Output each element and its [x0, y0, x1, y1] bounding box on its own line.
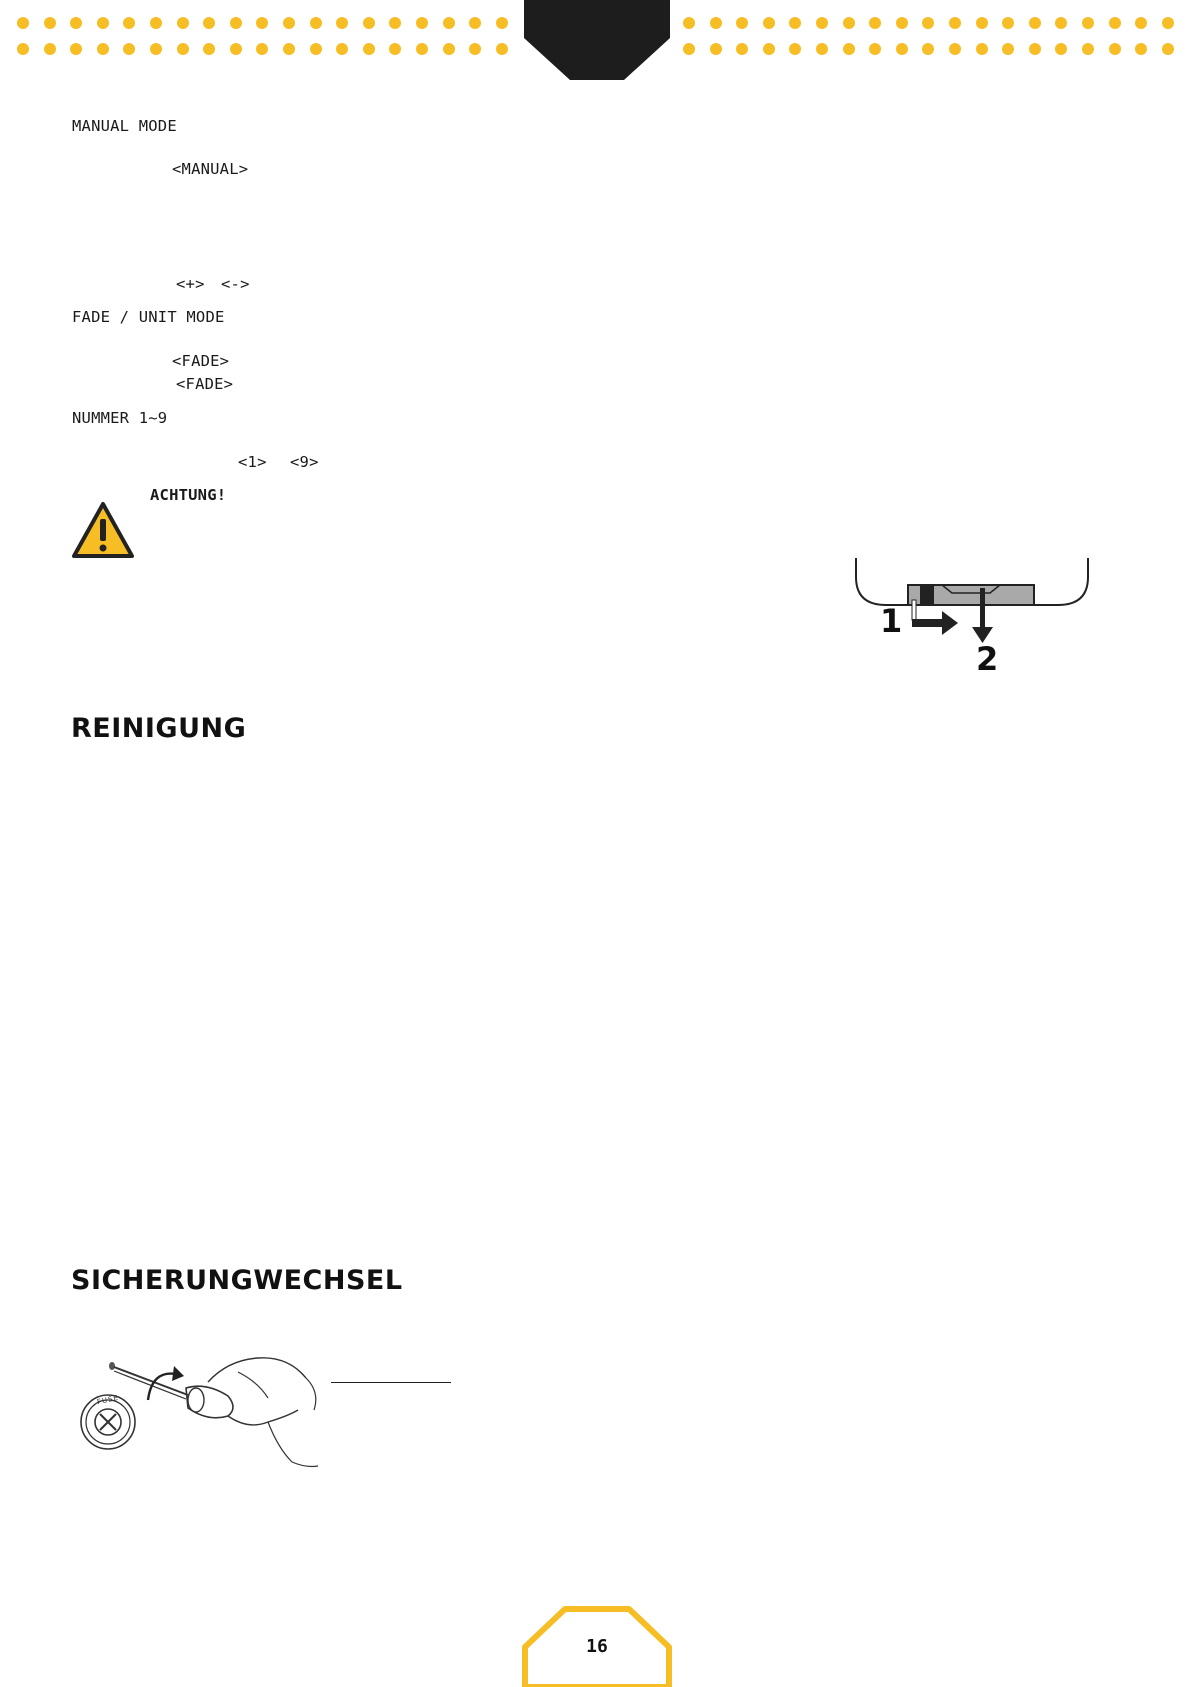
- header-dots-right: [676, 10, 1181, 62]
- header-dot: [230, 17, 242, 29]
- header-dot: [256, 17, 268, 29]
- header-dot: [816, 43, 828, 55]
- header-dot: [177, 43, 189, 55]
- header-dot: [1082, 17, 1094, 29]
- header-dot: [976, 17, 988, 29]
- header-dot: [1029, 43, 1041, 55]
- header-dot: [389, 17, 401, 29]
- header-dot: [1055, 43, 1067, 55]
- header-dot: [469, 43, 481, 55]
- header-dot: [17, 43, 29, 55]
- header-dot: [44, 43, 56, 55]
- header-dot: [310, 43, 322, 55]
- minus-key-label: <->: [221, 275, 250, 293]
- number-mode-title: NUMMER 1~9: [72, 409, 168, 427]
- header-dot: [416, 17, 428, 29]
- header-dot: [736, 43, 748, 55]
- header-dot: [123, 43, 135, 55]
- header-dot: [1109, 17, 1121, 29]
- fade-key-label-2: <FADE>: [176, 375, 234, 393]
- plus-key-label: <+>: [176, 275, 205, 293]
- header-dot: [97, 17, 109, 29]
- header-dot: [1029, 17, 1041, 29]
- header-dot: [843, 17, 855, 29]
- header-dot: [496, 17, 508, 29]
- header-dot: [283, 17, 295, 29]
- header-dot: [816, 17, 828, 29]
- header-dot: [949, 43, 961, 55]
- header-tab-shape: [524, 0, 670, 84]
- header-dot: [389, 43, 401, 55]
- header-dot: [496, 43, 508, 55]
- header-dot: [469, 17, 481, 29]
- header-dot: [150, 17, 162, 29]
- header-dot: [443, 17, 455, 29]
- header-dot: [1082, 43, 1094, 55]
- warning-triangle-icon: [71, 501, 135, 559]
- header-dot: [443, 43, 455, 55]
- key-9-label: <9>: [290, 453, 319, 471]
- header-dot: [1162, 17, 1174, 29]
- battery-step-1: 1: [880, 602, 903, 640]
- header-dot: [17, 17, 29, 29]
- header-dot: [70, 17, 82, 29]
- header-dot: [363, 43, 375, 55]
- header-dot: [1002, 17, 1014, 29]
- header-dot: [922, 17, 934, 29]
- header-dot: [363, 17, 375, 29]
- header-dot: [736, 17, 748, 29]
- cleaning-heading: REINIGUNG: [71, 713, 247, 744]
- manual-mode-title: MANUAL MODE: [72, 117, 177, 135]
- header-dot: [1162, 43, 1174, 55]
- header-dot: [683, 43, 695, 55]
- header-dot: [896, 43, 908, 55]
- page-number: 16: [586, 1636, 608, 1657]
- header-dot: [1002, 43, 1014, 55]
- fade-mode-title: FADE / UNIT MODE: [72, 308, 225, 326]
- header-dot: [869, 17, 881, 29]
- fuse-text-underline: [331, 1382, 451, 1383]
- header-dot: [416, 43, 428, 55]
- header-dot: [283, 43, 295, 55]
- header-dot: [177, 17, 189, 29]
- header-dot: [97, 43, 109, 55]
- header-dot: [763, 17, 775, 29]
- battery-step-2: 2: [976, 640, 999, 678]
- header-dot: [203, 17, 215, 29]
- header-dot: [922, 43, 934, 55]
- header-dot: [789, 17, 801, 29]
- header-dot: [123, 17, 135, 29]
- header-dot: [843, 43, 855, 55]
- header-dot: [336, 17, 348, 29]
- header-dot: [976, 43, 988, 55]
- warning-label: ACHTUNG!: [150, 486, 227, 504]
- header-dots-left: [10, 10, 515, 62]
- key-1-label: <1>: [238, 453, 267, 471]
- header-dot: [710, 17, 722, 29]
- header-dot: [256, 43, 268, 55]
- header-dot: [683, 17, 695, 29]
- header-dot: [896, 17, 908, 29]
- header-dot: [70, 43, 82, 55]
- header-dot: [763, 43, 775, 55]
- fuse-heading: SICHERUNGWECHSEL: [71, 1265, 403, 1296]
- header-dot: [203, 43, 215, 55]
- header-dot: [1135, 43, 1147, 55]
- header-dot: [789, 43, 801, 55]
- header-dot: [310, 17, 322, 29]
- header-dot: [230, 43, 242, 55]
- fade-key-label-1: <FADE>: [172, 352, 230, 370]
- header-dot: [336, 43, 348, 55]
- header-dot: [1055, 17, 1067, 29]
- manual-key-label: <MANUAL>: [172, 160, 249, 178]
- fuse-label: FUSE: [96, 1393, 120, 1407]
- header-dot: [710, 43, 722, 55]
- header-dot: [949, 17, 961, 29]
- fuse-replacement-illustration: [78, 1352, 323, 1470]
- header-dot: [1109, 43, 1121, 55]
- header-dot: [1135, 17, 1147, 29]
- header-dot: [44, 17, 56, 29]
- header-dot: [150, 43, 162, 55]
- header-dot: [869, 43, 881, 55]
